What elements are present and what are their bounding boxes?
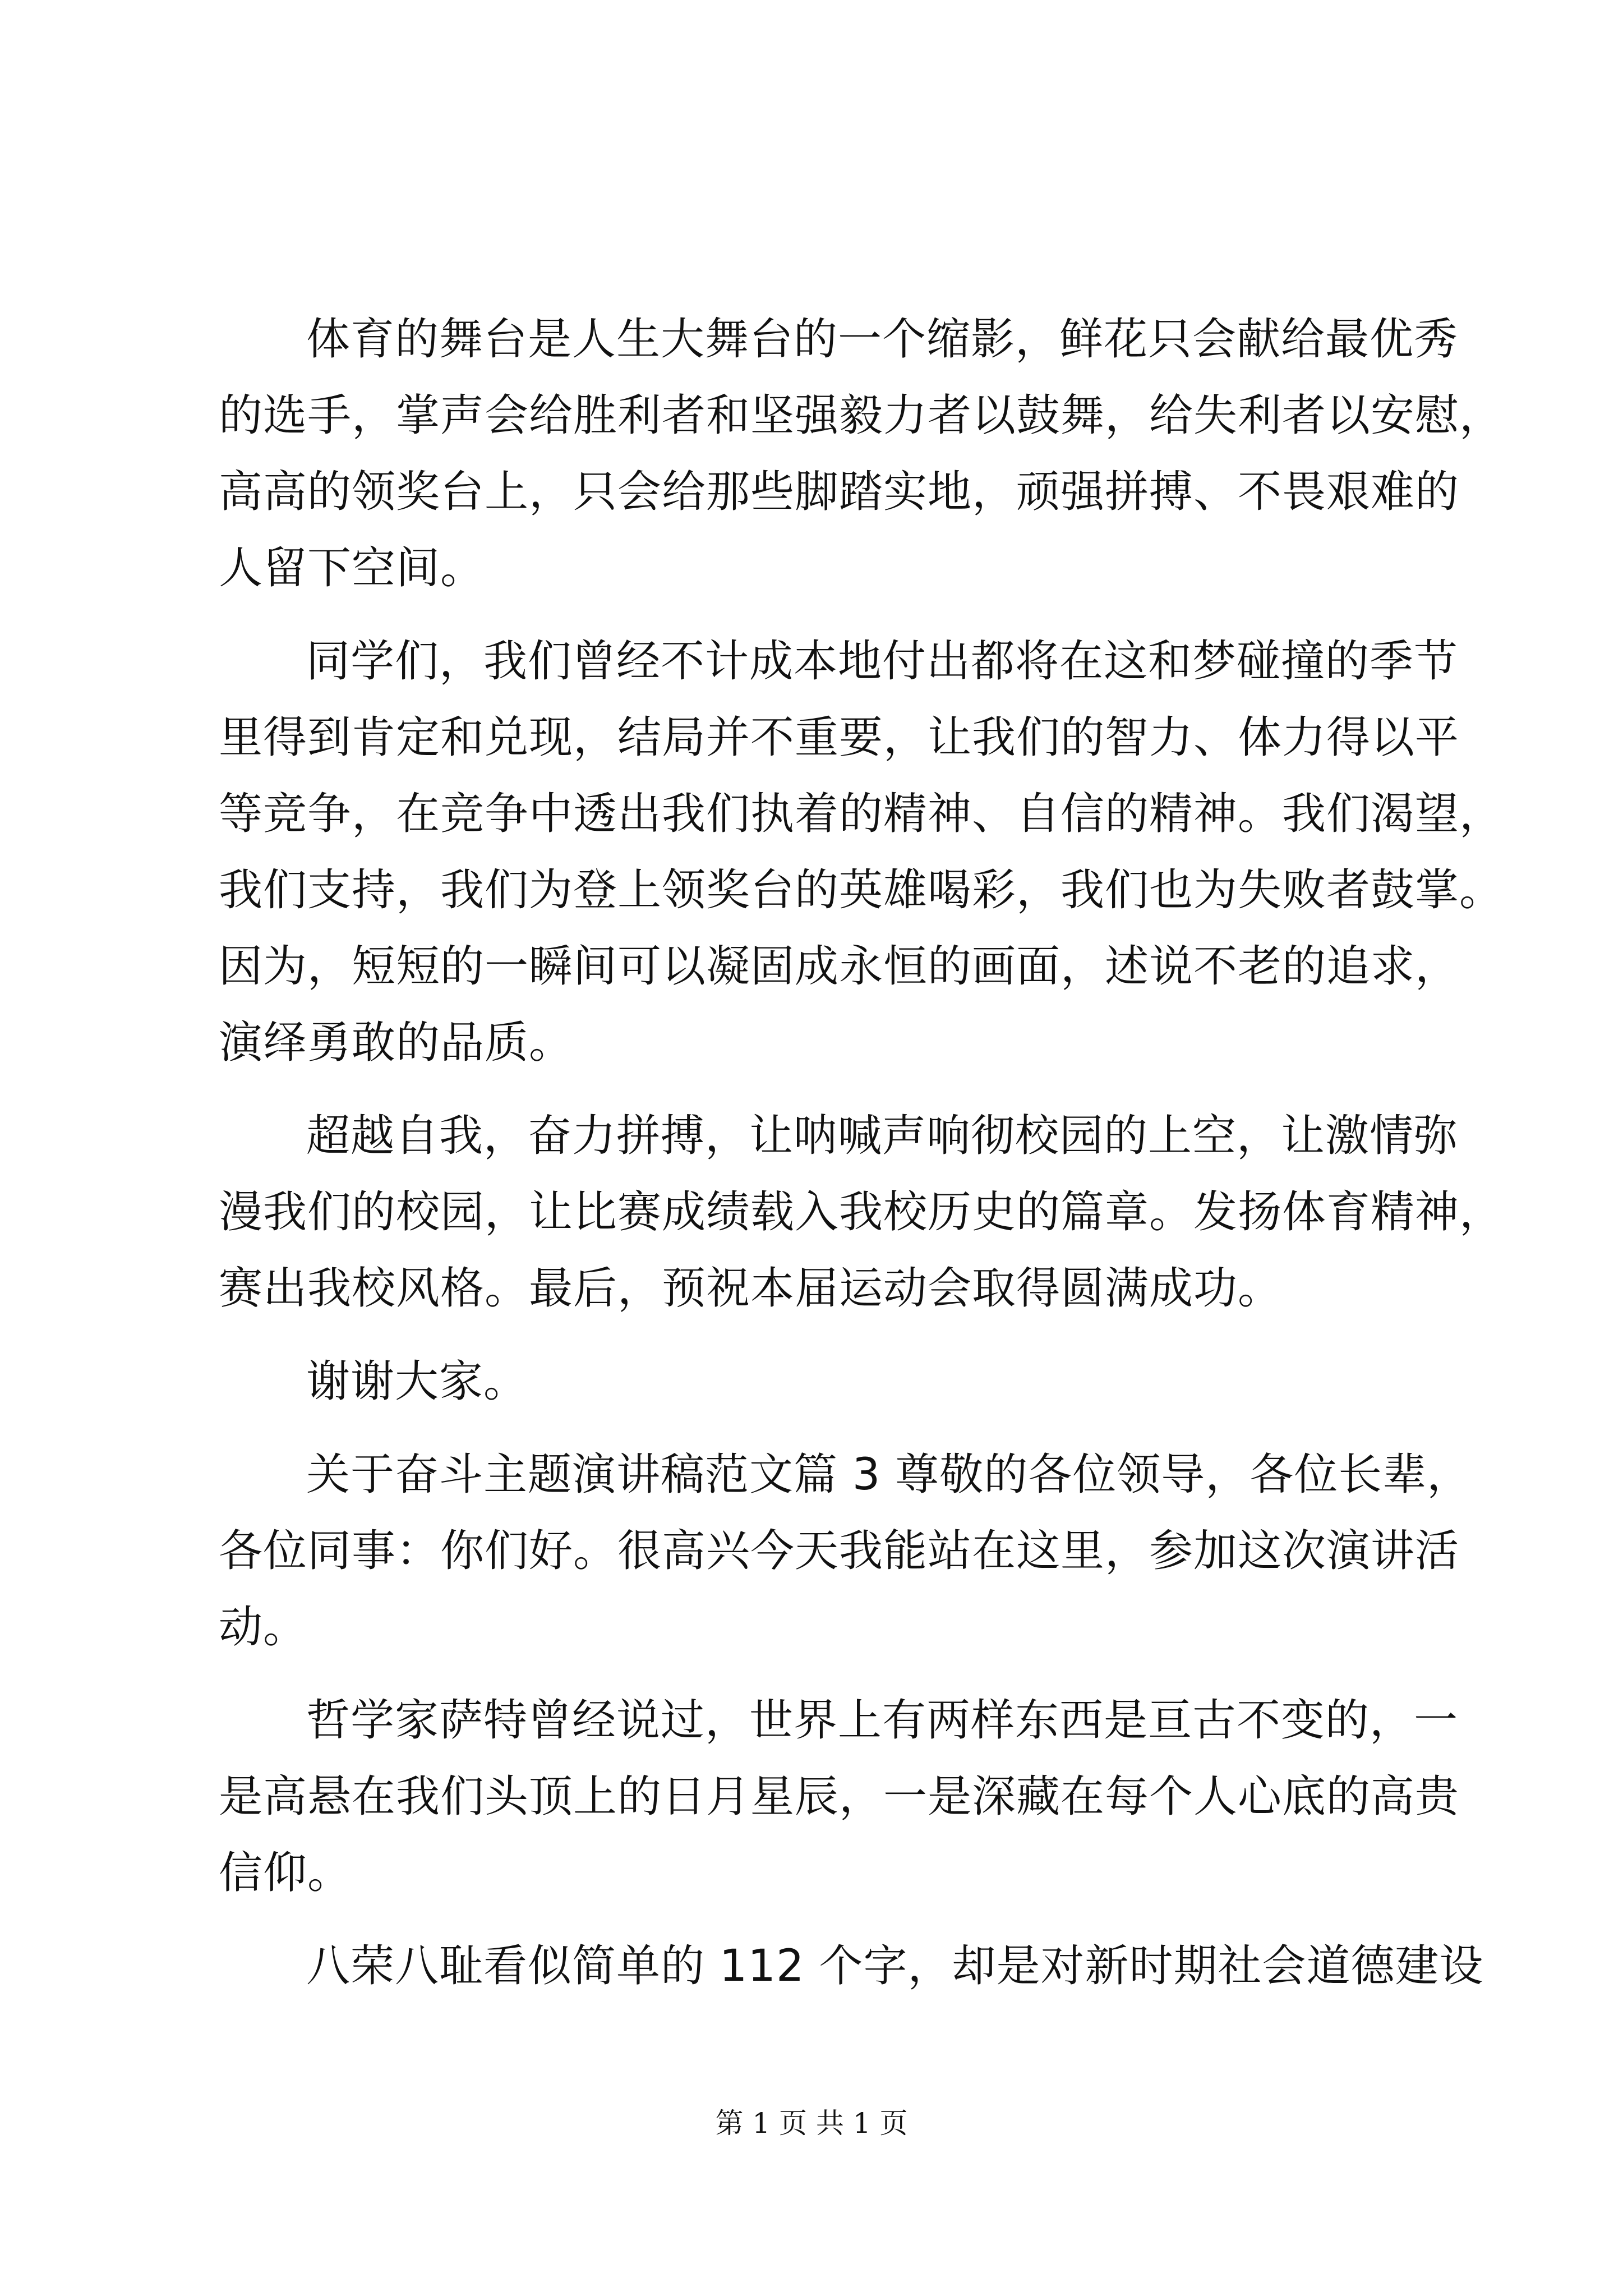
text-line: 因为，短短的一瞬间可以凝固成永恒的画面，述说不老的追求， xyxy=(219,941,1460,992)
text-line: 关于奋斗主题演讲稿范文篇 3 尊敬的各位领导，各位长辈， xyxy=(306,1450,1472,1500)
page-footer: 第 1 页 共 1 页 xyxy=(715,2107,908,2139)
text-line: 超越自我，奋力拼搏，让呐喊声响彻校园的上空，让激情弥 xyxy=(306,1111,1459,1161)
text-line: 哲学家萨特曾经说过，世界上有两样东西是亘古不变的，一 xyxy=(306,1695,1459,1746)
text-line: 高高的领奖台上，只会给那些脚踏实地，顽强拼搏、不畏艰难的 xyxy=(219,467,1460,517)
text-line: 八荣八耻看似简单的 112 个字，却是对新时期社会道德建设 xyxy=(306,1941,1484,1991)
text-line: 是高悬在我们头顶上的日月星辰，一是深藏在每个人心底的高贵 xyxy=(219,1772,1460,1822)
text-line: 动。 xyxy=(219,1602,308,1653)
text-line: 演绎勇敢的品质。 xyxy=(219,1018,574,1068)
text-line: 里得到肯定和兑现，结局并不重要，让我们的智力、体力得以平 xyxy=(219,712,1460,763)
text-line: 漫我们的校园，让比赛成绩载入我校历史的篇章。发扬体育精神， xyxy=(219,1187,1504,1237)
text-line: 各位同事：你们好。很高兴今天我能站在这里，参加这次演讲活 xyxy=(219,1526,1460,1576)
text-line: 我们支持，我们为登上领奖台的英雄喝彩，我们也为失败者鼓掌。 xyxy=(219,865,1504,915)
text-line: 谢谢大家。 xyxy=(306,1356,528,1407)
text-line: 的选手，掌声会给胜利者和坚强毅力者以鼓舞，给失利者以安慰， xyxy=(219,390,1504,441)
text-line: 赛出我校风格。最后，预祝本届运动会取得圆满成功。 xyxy=(219,1263,1283,1314)
text-line: 体育的舞台是人生大舞台的一个缩影，鲜花只会献给最优秀 xyxy=(306,314,1459,365)
text-line: 等竞争，在竞争中透出我们执着的精神、自信的精神。我们渴望， xyxy=(219,789,1504,839)
text-line: 同学们，我们曾经不计成本地付出都将在这和梦碰撞的季节 xyxy=(306,636,1459,687)
text-line: 人留下空间。 xyxy=(219,543,485,593)
text-line: 信仰。 xyxy=(219,1848,352,1898)
